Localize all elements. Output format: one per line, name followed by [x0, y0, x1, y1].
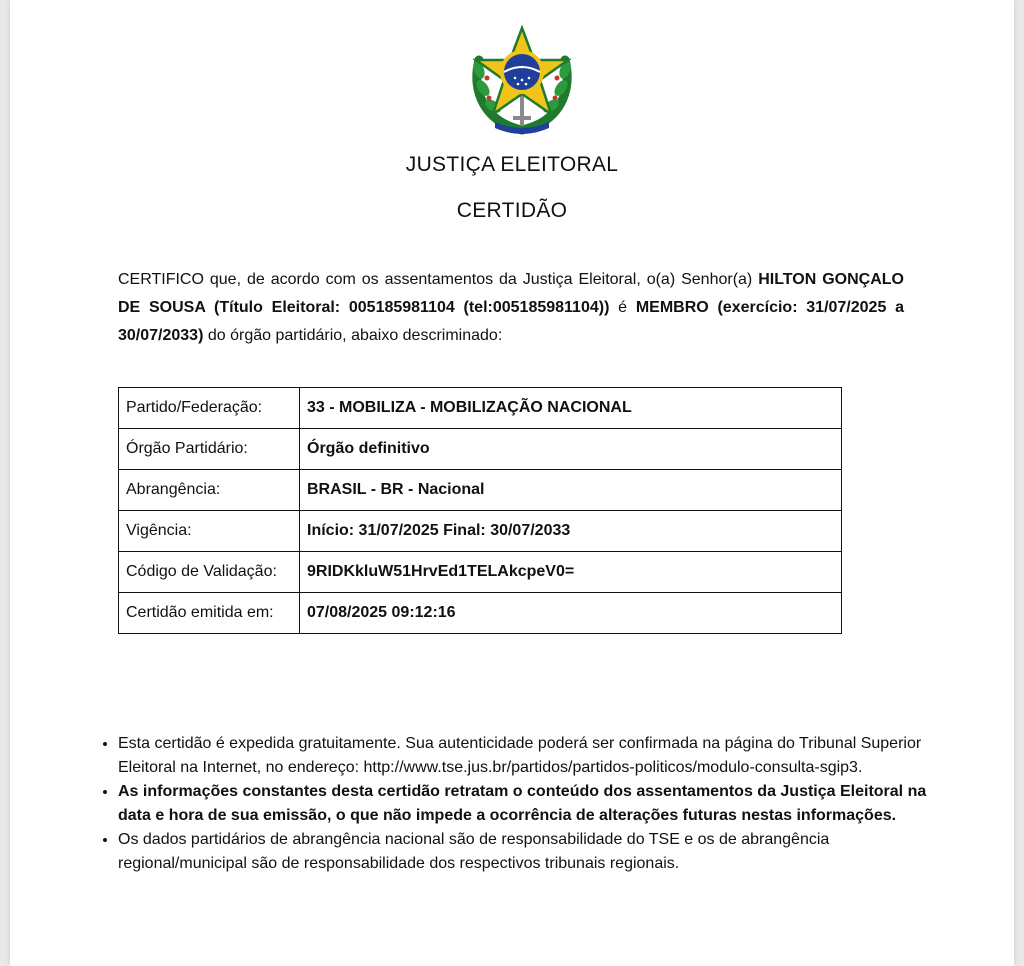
row-label: Certidão emitida em:	[119, 593, 300, 634]
table-row	[119, 388, 842, 429]
row-value: BRASIL - BR - Nacional	[300, 470, 842, 511]
table-row	[119, 429, 842, 470]
row-label: Vigência:	[119, 511, 300, 552]
validation-code: 9RIDKkluW51HrvEd1TELAkcpeV0=	[300, 552, 842, 593]
coat-of-arms-icon	[465, 22, 579, 136]
certificate-page	[10, 0, 1014, 966]
table-row	[119, 593, 842, 634]
cert-connector: é	[618, 299, 628, 316]
cert-person: HILTON GONÇALO DE SOUSA (Título Eleitoral: 005185981104 (tel:005185981104))	[118, 271, 905, 316]
row-label: Partido/Federação:	[119, 388, 300, 429]
row-value: 33 - MOBILIZA - MOBILIZAÇÃO NACIONAL	[300, 388, 842, 429]
cert-outro: do órgão partidário, abaixo descriminado:	[207, 327, 503, 344]
party-info-table	[118, 387, 842, 634]
table-row	[119, 511, 842, 552]
row-value: Órgão definitivo	[300, 429, 842, 470]
issued-at: 07/08/2025 09:12:16	[300, 593, 842, 634]
table-row	[119, 470, 842, 511]
row-label: Órgão Partidário:	[119, 429, 300, 470]
notes-list	[96, 732, 928, 876]
note-item: • Os dados partidários de abrangência nacional são de responsabilidade do TSE e os de abrangência regional/municipal são de responsabilidade dos respectivos tribunais regionais.	[118, 828, 928, 876]
note-item: • Esta certidão é expedida gratuitamente. Sua autenticidade poderá ser confirmada na página do Tribunal Superior Eleitoral na Internet, no endereço: http://www.tse.jus.br/partidos/partidos-politicos/modulo-consulta-sgip3.	[118, 732, 928, 780]
certification-paragraph	[118, 266, 904, 350]
note-item: • As informações constantes desta certidão retratam o conteúdo dos assentamentos da Justiça Eleitoral na data e hora de sua emissão, o que não impede a ocorrência de alterações futuras nestas informações.	[118, 780, 928, 828]
row-label: Código de Validação:	[119, 552, 300, 593]
document-type: CERTIDÃO	[456, 199, 568, 222]
page-title: JUSTIÇA ELEITORAL	[405, 153, 619, 176]
row-value: Início: 31/07/2025 Final: 30/07/2033	[300, 511, 842, 552]
cert-role: MEMBRO (exercício: 31/07/2025 a 30/07/2033)	[118, 299, 905, 344]
cert-intro: CERTIFICO que, de acordo com os assentamentos da Justiça Eleitoral, o(a) Senhor(a)	[118, 271, 753, 288]
row-label: Abrangência:	[119, 470, 300, 511]
table-row	[119, 552, 842, 593]
